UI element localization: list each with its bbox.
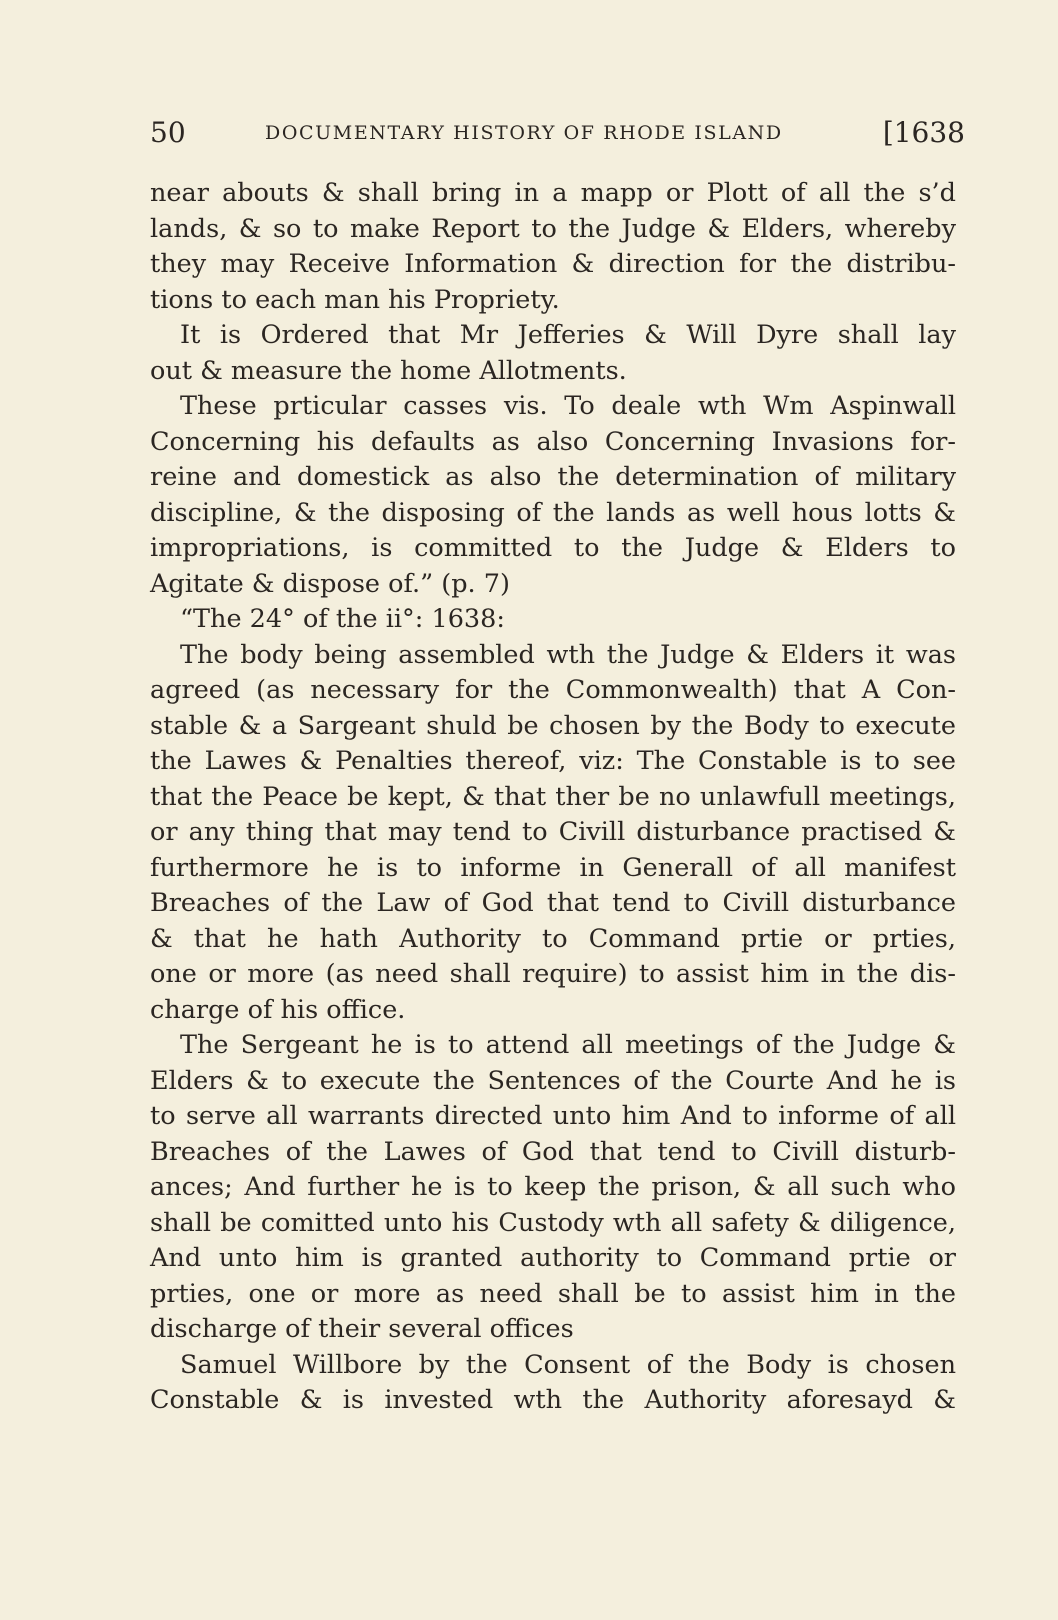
text-line: Breaches of the Law of God that tend to Civill disturbance	[150, 888, 956, 918]
text-line: And unto him is granted authority to Command prtie or	[150, 1243, 956, 1273]
text-line: These prticular casses vis. To deale wth Wm Aspinwall	[180, 391, 956, 421]
text-line: discipline, & the disposing of the lands as well hous lotts &	[150, 497, 956, 528]
text-line: out & measure the home Allotments.	[150, 355, 627, 386]
text-line: to serve all warrants directed unto him And to informe of all	[150, 1101, 956, 1131]
text-line: impropriations, is committed to the Judge & Elders to	[150, 533, 956, 563]
text-line: Constable & is invested wth the Authority aforesayd &	[150, 1385, 956, 1415]
text-line: prties, one or more as need shall be to assist him in the	[150, 1278, 956, 1309]
text-line: lands, & so to make Report to the Judge & Elders, whereby	[150, 213, 956, 244]
text-line: shall be comitted unto his Custody wth all safety & diligence,	[150, 1207, 956, 1238]
text-line: furthermore he is to informe in Generall of all manifest	[150, 852, 956, 883]
text-line: stable & a Sargeant shuld be chosen by the Body to execute	[150, 710, 956, 741]
running-header	[150, 116, 965, 156]
text-line: Concerning his defaults as also Concerning Invasions for-	[150, 426, 956, 457]
text-line: Agitate & dispose of.” (p. 7)	[150, 568, 510, 599]
text-line: The body being assembled wth the Judge & Elders it was	[180, 639, 956, 670]
text-line: The Sergeant he is to attend all meetings of the Judge &	[180, 1030, 956, 1060]
text-line: that the Peace be kept, & that ther be no unlawfull meetings,	[150, 781, 956, 812]
text-line: ances; And further he is to keep the prison, & all such who	[150, 1172, 956, 1202]
text-line: charge of his office.	[150, 994, 406, 1025]
text-line: Samuel Willbore by the Consent of the Body is chosen	[180, 1349, 956, 1380]
text-line: “The 24° of the ii°: 1638:	[180, 604, 505, 634]
text-line: near abouts & shall bring in a mapp or Plott of all the s’d	[150, 178, 956, 208]
text-line: they may Receive Information & direction for the distribu-	[150, 249, 956, 279]
text-line: tions to each man his Propriety.	[150, 284, 560, 315]
header-year: [1638	[882, 116, 965, 149]
text-line: or any thing that may tend to Civill disturbance practised &	[150, 817, 956, 847]
text-line: & that he hath Authority to Command prtie or prties,	[150, 923, 956, 954]
text-line: the Lawes & Penalties thereof, viz: The Constable is to see	[150, 746, 956, 776]
text-line: reine and domestick as also the determination of military	[150, 462, 956, 492]
page-body-text	[150, 176, 956, 1419]
text-line: Breaches of the Lawes of God that tend to Civill disturb-	[150, 1136, 956, 1167]
text-line: discharge of their several offices	[150, 1314, 574, 1344]
text-line: Elders & to execute the Sentences of the Courte And he is	[150, 1065, 956, 1096]
page-number: 50	[150, 116, 186, 149]
running-title: DOCUMENTARY HISTORY OF RHODE ISLAND	[265, 122, 783, 144]
text-line: agreed (as necessary for the Commonwealth) that A Con-	[150, 675, 956, 705]
text-line: It is Ordered that Mr Jefferies & Will Dyre shall lay	[180, 320, 956, 350]
text-line: one or more (as need shall require) to assist him in the dis-	[150, 959, 956, 989]
